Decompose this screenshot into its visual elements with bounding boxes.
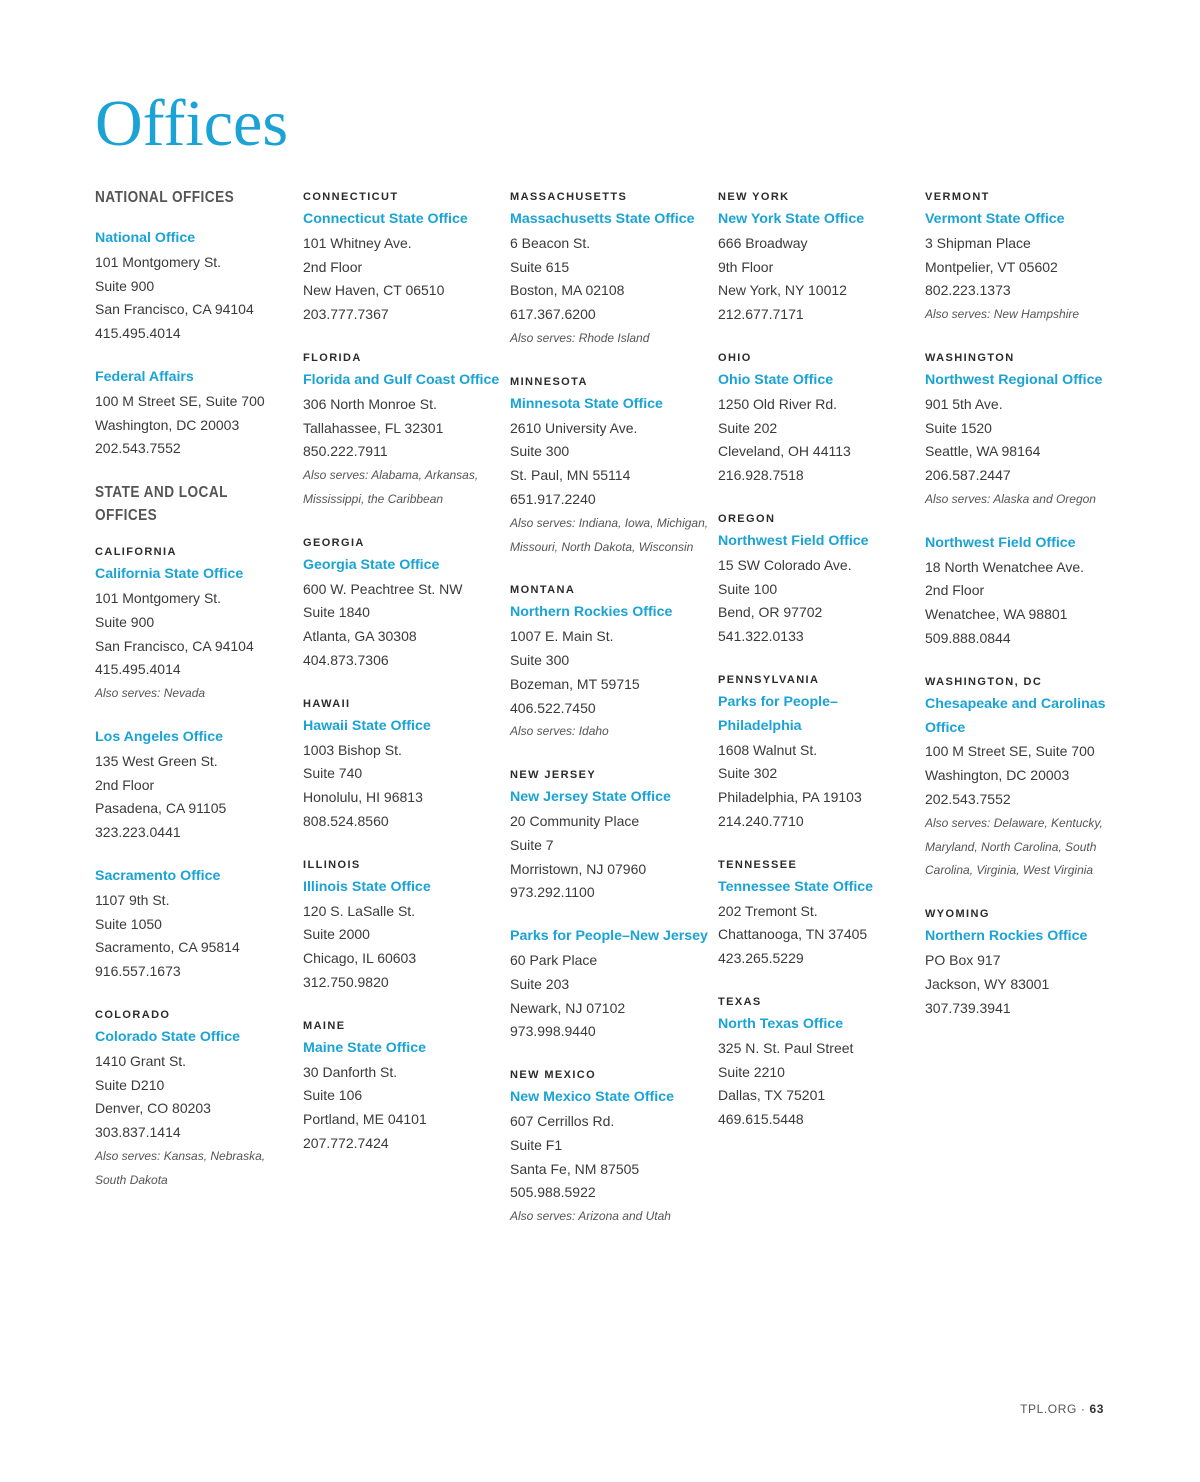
office-block xyxy=(925,925,1125,1020)
also-serves-note: Also serves: Alaska and Oregon xyxy=(925,491,1096,506)
office-address-line: 2610 University Ave. xyxy=(510,419,638,436)
state-heading: COLORADO xyxy=(95,1008,171,1021)
office-block xyxy=(718,530,918,649)
also-serves-note: Also serves: Delaware, Kentucky, Maryland, North Carolina, South Carolina, Virginia, West Virginia xyxy=(925,815,1103,878)
office-address-line: 202.543.7552 xyxy=(95,440,181,457)
office-name: Sacramento Office xyxy=(95,867,221,884)
state-heading: PENNSYLVANIA xyxy=(718,673,820,686)
office-address-line: 303.837.1414 xyxy=(95,1124,181,1141)
office-block xyxy=(718,1013,918,1132)
office-block xyxy=(303,1037,503,1156)
state-group xyxy=(303,186,503,327)
office-address-line: Suite F1 xyxy=(510,1136,563,1153)
also-serves-note: Also serves: New Hampshire xyxy=(925,307,1080,322)
state-group xyxy=(510,1064,710,1229)
office-address-line: Dallas, TX 75201 xyxy=(718,1087,826,1104)
section-heading-national: NATIONAL OFFICES xyxy=(95,189,235,206)
office-address-line: 2nd Floor xyxy=(95,776,155,793)
office-address-line: Honolulu, HI 96813 xyxy=(303,789,423,806)
office-block xyxy=(925,208,1125,327)
state-heading: TEXAS xyxy=(718,995,762,1008)
office-address-line: Chattanooga, TN 37405 xyxy=(718,926,868,943)
state-heading: NEW JERSEY xyxy=(510,769,597,782)
office-address-line: 607 Cerrillos Rd. xyxy=(510,1112,615,1129)
office-address-line: Sacramento, CA 95814 xyxy=(95,939,240,956)
office-block xyxy=(718,208,918,327)
office-address-line: 1410 Grant St. xyxy=(95,1052,187,1069)
office-address-line: 415.495.4014 xyxy=(95,325,181,342)
office-address-line: 973.998.9440 xyxy=(510,1023,596,1040)
office-address-line: 2nd Floor xyxy=(303,258,363,275)
office-address-line: 202.543.7552 xyxy=(925,790,1011,807)
state-group xyxy=(925,186,1125,327)
office-address-line: 101 Whitney Ave. xyxy=(303,234,412,251)
column-4 xyxy=(718,186,918,1152)
office-address-line: 423.265.5229 xyxy=(718,950,804,967)
office-address-line: 325 N. St. Paul Street xyxy=(718,1039,854,1056)
page-footer xyxy=(1020,1402,1104,1416)
state-offices-list xyxy=(95,541,295,1192)
office-address-line: 135 West Green St. xyxy=(95,752,218,769)
office-address-line: Suite D210 xyxy=(95,1076,165,1093)
state-heading: TENNESSEE xyxy=(718,858,798,871)
office-address-line: 203.777.7367 xyxy=(303,306,389,323)
office-name: National Office xyxy=(95,230,196,246)
office-address-line: Atlanta, GA 30308 xyxy=(303,628,417,645)
office-address-line: Boston, MA 02108 xyxy=(510,282,625,299)
state-group xyxy=(303,693,503,834)
office-address-line: 60 Park Place xyxy=(510,951,598,968)
office-address-line: Suite 100 xyxy=(718,580,778,597)
office-block xyxy=(510,1086,710,1229)
office-address-line: Suite 7 xyxy=(510,836,554,853)
office-address-line: 802.223.1373 xyxy=(925,282,1011,299)
state-group xyxy=(718,669,918,834)
office-address-line: Bozeman, MT 59715 xyxy=(510,675,640,692)
office-address-line: Suite 202 xyxy=(718,419,778,436)
office-address-line: PO Box 917 xyxy=(925,951,1001,968)
office-address-line: Suite 106 xyxy=(303,1087,363,1104)
state-heading: MASSACHUSETTS xyxy=(510,191,628,203)
office-name: Colorado State Office xyxy=(95,1028,241,1045)
office-address-line: Seattle, WA 98164 xyxy=(925,443,1041,460)
office-address-line: Philadelphia, PA 19103 xyxy=(718,789,862,806)
office-address-line: Suite 2210 xyxy=(718,1063,785,1080)
office-address-line: 1608 Walnut St. xyxy=(718,741,818,758)
office-address-line: 30 Danforth St. xyxy=(303,1063,398,1080)
also-serves-note: Also serves: Arizona and Utah xyxy=(510,1209,671,1224)
office-name: Chesapeake and Carolinas Office xyxy=(925,695,1106,736)
column-3 xyxy=(510,186,710,1249)
state-heading: OREGON xyxy=(718,512,776,525)
state-group xyxy=(925,903,1125,1020)
office-name: North Texas Office xyxy=(718,1015,844,1032)
office-address-line: Chicago, IL 60603 xyxy=(303,950,417,967)
column-1 xyxy=(95,186,295,1213)
section-heading-line: STATE AND LOCAL xyxy=(95,484,228,502)
state-heading: FLORIDA xyxy=(303,351,362,364)
office-block xyxy=(303,208,503,327)
office-address-line: 666 Broadway xyxy=(718,234,808,251)
office-address-line: Suite 740 xyxy=(303,765,363,782)
office-address-line: Suite 300 xyxy=(510,443,570,460)
office-name: California State Office xyxy=(95,566,244,583)
office-name: Minnesota State Office xyxy=(510,395,663,412)
office-address-line: 617.367.6200 xyxy=(510,306,596,323)
office-name: Ohio State Office xyxy=(718,371,834,388)
office-address-line: Suite 615 xyxy=(510,258,570,275)
office-address-line: 214.240.7710 xyxy=(718,812,804,829)
state-heading: CONNECTICUT xyxy=(303,191,399,203)
office-block xyxy=(95,1026,295,1193)
office-name: Los Angeles Office xyxy=(95,728,223,745)
office-block xyxy=(510,208,710,351)
office-block xyxy=(510,786,710,905)
office-address-line: Washington, DC 20003 xyxy=(925,767,1070,784)
office-address-line: Suite 203 xyxy=(510,975,570,992)
office-name: Parks for People–Philadelphia xyxy=(718,693,838,734)
office-name: Northwest Field Office xyxy=(925,534,1076,551)
state-group xyxy=(303,854,503,995)
office-address-line: 100 M Street SE, Suite 700 xyxy=(925,743,1095,760)
office-address-line: Portland, ME 04101 xyxy=(303,1111,427,1128)
office-address-line: Bend, OR 97702 xyxy=(718,604,823,621)
office-address-line: 600 W. Peachtree St. NW xyxy=(303,580,463,597)
office-address-line: 207.772.7424 xyxy=(303,1134,389,1151)
office-address-line: 973.292.1100 xyxy=(510,884,595,901)
state-group xyxy=(510,371,710,560)
office-address-line: New Haven, CT 06510 xyxy=(303,282,445,299)
office-address-line: 312.750.9820 xyxy=(303,973,389,990)
page-title: Offices xyxy=(95,87,289,160)
office-address-line: Jackson, WY 83001 xyxy=(925,975,1050,992)
office-block xyxy=(95,563,295,706)
state-heading: VERMONT xyxy=(925,191,990,203)
office-block xyxy=(718,691,918,834)
section-heading-line: OFFICES xyxy=(95,507,158,525)
office-address-line: Pasadena, CA 91105 xyxy=(95,800,227,817)
office-name: Tennessee State Office xyxy=(718,878,874,895)
office-address-line: Suite 300 xyxy=(510,651,570,668)
office-address-line: 120 S. LaSalle St. xyxy=(303,902,416,919)
office-address-line: Wenatchee, WA 98801 xyxy=(925,606,1068,623)
office-address-line: 216.928.7518 xyxy=(718,467,804,484)
office-name: Parks for People–New Jersey xyxy=(510,928,708,945)
office-block xyxy=(925,532,1125,651)
also-serves-note: Also serves: Indiana, Iowa, Michigan, Missouri, North Dakota, Wisconsin xyxy=(510,515,709,554)
column-5 xyxy=(925,186,1125,1040)
state-heading: NEW YORK xyxy=(718,191,790,203)
state-group xyxy=(925,347,1125,651)
office-address-line: Suite 900 xyxy=(95,613,155,630)
office-block xyxy=(510,393,710,560)
national-offices-list xyxy=(95,227,295,461)
office-block xyxy=(718,876,918,971)
office-address-line: 101 Montgomery St. xyxy=(95,589,222,606)
office-name: Massachusetts State Office xyxy=(510,211,695,227)
office-address-line: Suite 1050 xyxy=(95,915,162,932)
office-name: Federal Affairs xyxy=(95,368,194,385)
state-heading: WYOMING xyxy=(925,908,990,921)
office-name: Vermont State Office xyxy=(925,211,1065,227)
office-address-line: 415.495.4014 xyxy=(95,661,181,678)
state-heading: HAWAII xyxy=(303,697,351,710)
office-name: Florida and Gulf Coast Office xyxy=(303,371,500,388)
state-group xyxy=(95,541,295,984)
office-name: Northwest Regional Office xyxy=(925,371,1103,388)
state-group xyxy=(925,671,1125,883)
also-serves-note: Also serves: Kansas, Nebraska, South Dakota xyxy=(95,1148,266,1187)
office-address-line: 1107 9th St. xyxy=(95,891,170,908)
state-group xyxy=(718,854,918,971)
office-block xyxy=(303,876,503,995)
office-name: Northern Rockies Office xyxy=(925,928,1088,945)
state-heading: MAINE xyxy=(303,1019,346,1032)
office-address-line: Morristown, NJ 07960 xyxy=(510,860,647,877)
office-block xyxy=(303,554,503,673)
state-heading: ILLINOIS xyxy=(303,858,361,871)
section-heading-state-local xyxy=(95,481,271,527)
state-group xyxy=(303,347,503,512)
office-address-line: 505.988.5922 xyxy=(510,1184,596,1201)
office-name: New Jersey State Office xyxy=(510,789,671,806)
also-serves-note: Also serves: Idaho xyxy=(510,724,609,739)
office-address-line: New York, NY 10012 xyxy=(718,282,847,299)
office-address-line: Cleveland, OH 44113 xyxy=(718,443,851,460)
office-block xyxy=(510,601,710,744)
office-address-line: Suite 1520 xyxy=(925,419,992,436)
office-name: Northern Rockies Office xyxy=(510,604,673,621)
office-name: Maine State Office xyxy=(303,1039,426,1056)
office-address-line: 306 North Monroe St. xyxy=(303,395,437,412)
also-serves-note: Also serves: Nevada xyxy=(95,686,206,701)
office-address-line: Montpelier, VT 05602 xyxy=(925,258,1058,275)
office-address-line: Suite 302 xyxy=(718,765,778,782)
office-address-line: 651.917.2240 xyxy=(510,490,596,507)
office-name: Hawaii State Office xyxy=(303,717,431,734)
state-group xyxy=(95,1004,295,1193)
office-address-line: 541.322.0133 xyxy=(718,628,804,645)
office-address-line: 100 M Street SE, Suite 700 xyxy=(95,392,265,409)
state-group xyxy=(718,347,918,488)
office-name: New York State Office xyxy=(718,211,865,227)
office-name: Connecticut State Office xyxy=(303,211,468,227)
office-address-line: 307.739.3941 xyxy=(925,999,1011,1016)
office-address-line: Santa Fe, NM 87505 xyxy=(510,1160,640,1177)
page-number: 63 xyxy=(1089,1402,1104,1416)
office-name: Illinois State Office xyxy=(303,878,431,895)
office-address-line: San Francisco, CA 94104 xyxy=(95,637,254,654)
state-heading: MONTANA xyxy=(510,584,576,597)
office-block xyxy=(95,865,295,984)
also-serves-note: Also serves: Alabama, Arkansas, Mississippi, the Caribbean xyxy=(303,468,479,506)
state-group xyxy=(718,508,918,649)
office-address-line: 1250 Old River Rd. xyxy=(718,395,838,412)
office-block xyxy=(95,366,295,461)
state-group xyxy=(718,186,918,327)
office-address-line: 1007 E. Main St. xyxy=(510,628,614,645)
state-heading: NEW MEXICO xyxy=(510,1069,597,1082)
state-heading: WASHINGTON xyxy=(925,351,1015,364)
also-serves-note: Also serves: Rhode Island xyxy=(510,330,650,345)
office-address-line: Tallahassee, FL 32301 xyxy=(303,419,444,436)
office-address-line: 20 Community Place xyxy=(510,812,640,829)
office-address-line: Suite 1840 xyxy=(303,604,370,621)
state-group xyxy=(510,579,710,744)
office-address-line: Suite 900 xyxy=(95,277,155,294)
state-group xyxy=(303,1015,503,1156)
office-address-line: 2nd Floor xyxy=(925,582,985,599)
column-2 xyxy=(303,186,503,1176)
office-address-line: 850.222.7911 xyxy=(303,443,388,460)
state-heading: WASHINGTON, DC xyxy=(925,675,1043,688)
office-block xyxy=(925,693,1125,883)
office-address-line: 202 Tremont St. xyxy=(718,902,818,919)
office-address-line: 6 Beacon St. xyxy=(510,234,591,251)
office-address-line: Denver, CO 80203 xyxy=(95,1100,211,1117)
office-block xyxy=(510,925,710,1044)
office-address-line: 9th Floor xyxy=(718,258,774,275)
office-address-line: 101 Montgomery St. xyxy=(95,253,222,270)
state-heading: GEORGIA xyxy=(303,536,365,549)
office-address-line: 808.524.8560 xyxy=(303,812,389,829)
state-group xyxy=(303,532,503,673)
state-heading: CALIFORNIA xyxy=(95,546,177,559)
state-heading: OHIO xyxy=(718,351,752,364)
office-address-line: 406.522.7450 xyxy=(510,699,596,716)
state-group xyxy=(510,186,710,351)
office-address-line: 206.587.2447 xyxy=(925,467,1011,484)
office-name: New Mexico State Office xyxy=(510,1089,674,1106)
office-name: Georgia State Office xyxy=(303,556,440,573)
office-address-line: 469.615.5448 xyxy=(718,1111,804,1128)
office-address-line: 901 5th Ave. xyxy=(925,395,1003,412)
state-group xyxy=(718,991,918,1132)
office-address-line: 18 North Wenatchee Ave. xyxy=(925,558,1085,575)
office-block xyxy=(95,726,295,845)
office-address-line: Suite 2000 xyxy=(303,926,370,943)
office-block xyxy=(303,715,503,834)
office-address-line: 509.888.0844 xyxy=(925,629,1011,646)
office-address-line: 212.677.7171 xyxy=(718,306,804,323)
office-address-line: San Francisco, CA 94104 xyxy=(95,301,254,318)
office-block xyxy=(718,369,918,488)
state-heading: MINNESOTA xyxy=(510,375,588,388)
office-address-line: 1003 Bishop St. xyxy=(303,741,402,758)
office-block xyxy=(925,369,1125,512)
office-block xyxy=(303,369,503,512)
office-name: Northwest Field Office xyxy=(718,532,869,549)
office-address-line: 323.223.0441 xyxy=(95,824,181,841)
office-address-line: St. Paul, MN 55114 xyxy=(510,467,631,484)
footer-separator: · xyxy=(1080,1402,1086,1416)
office-address-line: Washington, DC 20003 xyxy=(95,416,240,433)
office-address-line: Newark, NJ 07102 xyxy=(510,999,626,1016)
office-address-line: 916.557.1673 xyxy=(95,963,181,980)
office-address-line: 15 SW Colorado Ave. xyxy=(718,556,852,573)
office-address-line: 3 Shipman Place xyxy=(925,234,1031,251)
footer-site: TPL.ORG xyxy=(1020,1402,1077,1416)
office-block xyxy=(95,227,295,346)
office-address-line: 404.873.7306 xyxy=(303,651,389,668)
state-group xyxy=(510,764,710,1044)
